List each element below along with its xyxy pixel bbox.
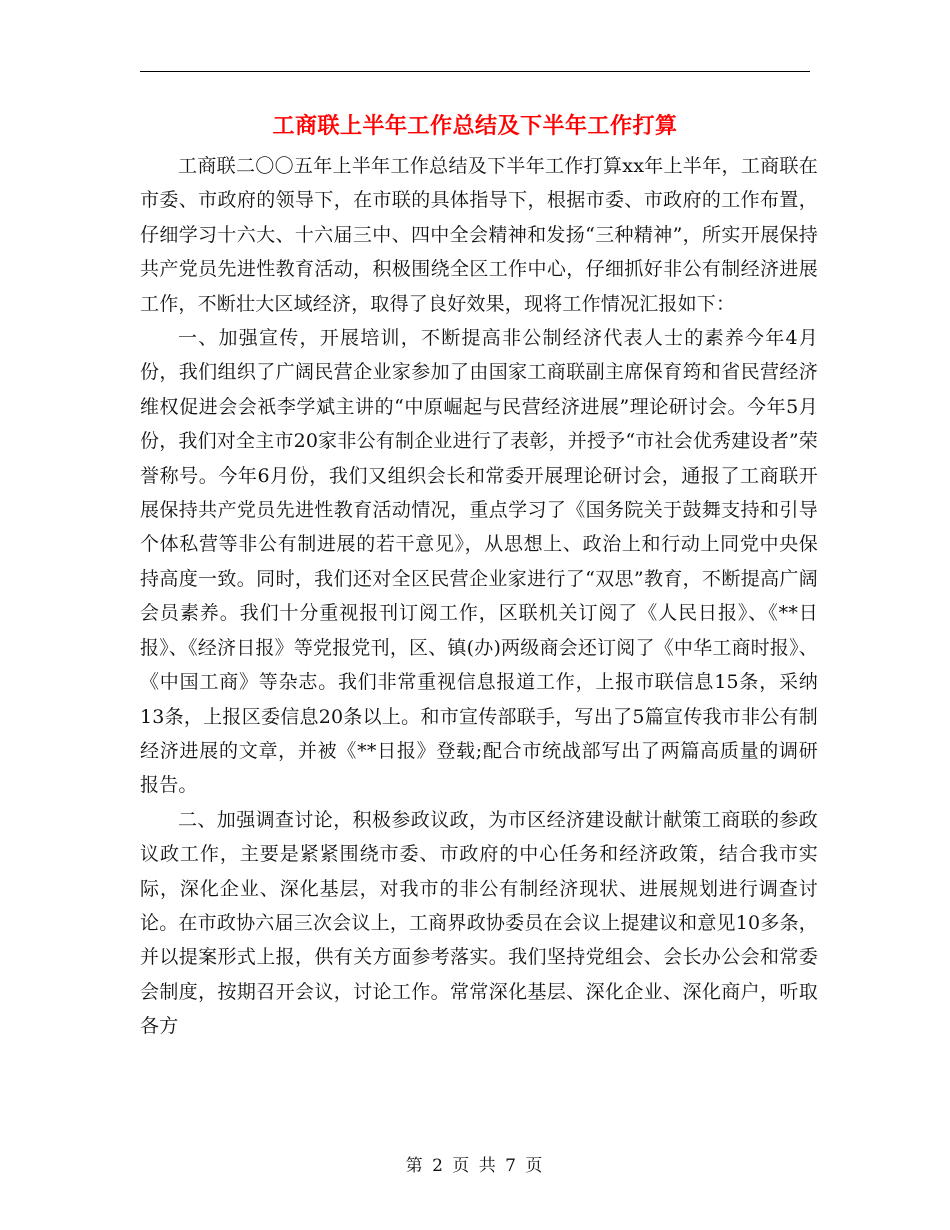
document-title: 工商联上半年工作总结及下半年工作打算 xyxy=(272,113,678,139)
page-number: 第 2 页 共 7 页 xyxy=(405,1156,545,1176)
paragraph-section-two: 二、加强调查讨论，积极参政议政，为市区经济建设献计献策工商联的参政议政工作，主要是紧紧围绕市委、市政府的中心任务和经济政策，结合我市实际，深化企业、深化基层，对我市的非公有制经济现状、进展规划进行调查讨论。在市政协六届三次会议上，工商界政协委员在会议上提建议和意见10多条，并以提案形式上报，供有关方面参考落实。我们坚持党组会、会长办公会和常委会制度，按期召开会议，讨论工作。常常深化基层、深化企业、深化商户，听取各方 xyxy=(140,808,818,1038)
paragraph-section-one: 一、加强宣传，开展培训，不断提高非公制经济代表人士的素养今年4月份，我们组织了广阔民营企业家参加了由国家工商联副主席保育筠和省民营经济维权促进会会祇李学斌主讲的“中原崛起与民营经济进展”理论研讨会。今年5月份，我们对全主市20家非公有制企业进行了表彰，并授予“市社会优秀建设者”荣誉称号。今年6月份，我们又组织会长和常委开展理论研讨会，通报了工商联开展保持共产党员先进性教育活动情况，重点学习了《国务院关于鼓舞支持和引导个体私营等非公有制进展的若干意见》，从思想上、政治上和行动上同党中央保持高度一致。同时，我们还对全区民营企业家进行了“双思”教育，不断提高广阔会员素养。我们十分重视报刊订阅工作，区联机关订阅了《人民日报》、《**日报》、《经济日报》等党报党刊，区、镇(办)两级商会还订阅了《中华工商时报》、《中国工商》等杂志。我们非常重视信息报道工作，上报市联信息15条，采纳13条，上报区委信息20条以上。和市宣传部联手，写出了5篇宣传我市非公有制经济进展的文章，并被《**日报》登载;配合市统战部写出了两篇高质量的调研报告。 xyxy=(140,327,819,797)
document-body xyxy=(140,149,818,1044)
header-rule xyxy=(140,71,810,72)
paragraph-intro: 工商联二〇〇五年上半年工作总结及下半年工作打算xx年上半年，工商联在市委、市政府的领导下，在市联的具体指导下，根据市委、市政府的工作布置，仔细学习十六大、十六届三中、四中全会精神和发扬“三种精神”，所实开展保持共产党员先进性教育活动，积极围绕全区工作中心，仔细抓好非公有制经济进展工作，不断壮大区域经济，取得了良好效果，现将工作情况汇报如下： xyxy=(140,155,818,315)
